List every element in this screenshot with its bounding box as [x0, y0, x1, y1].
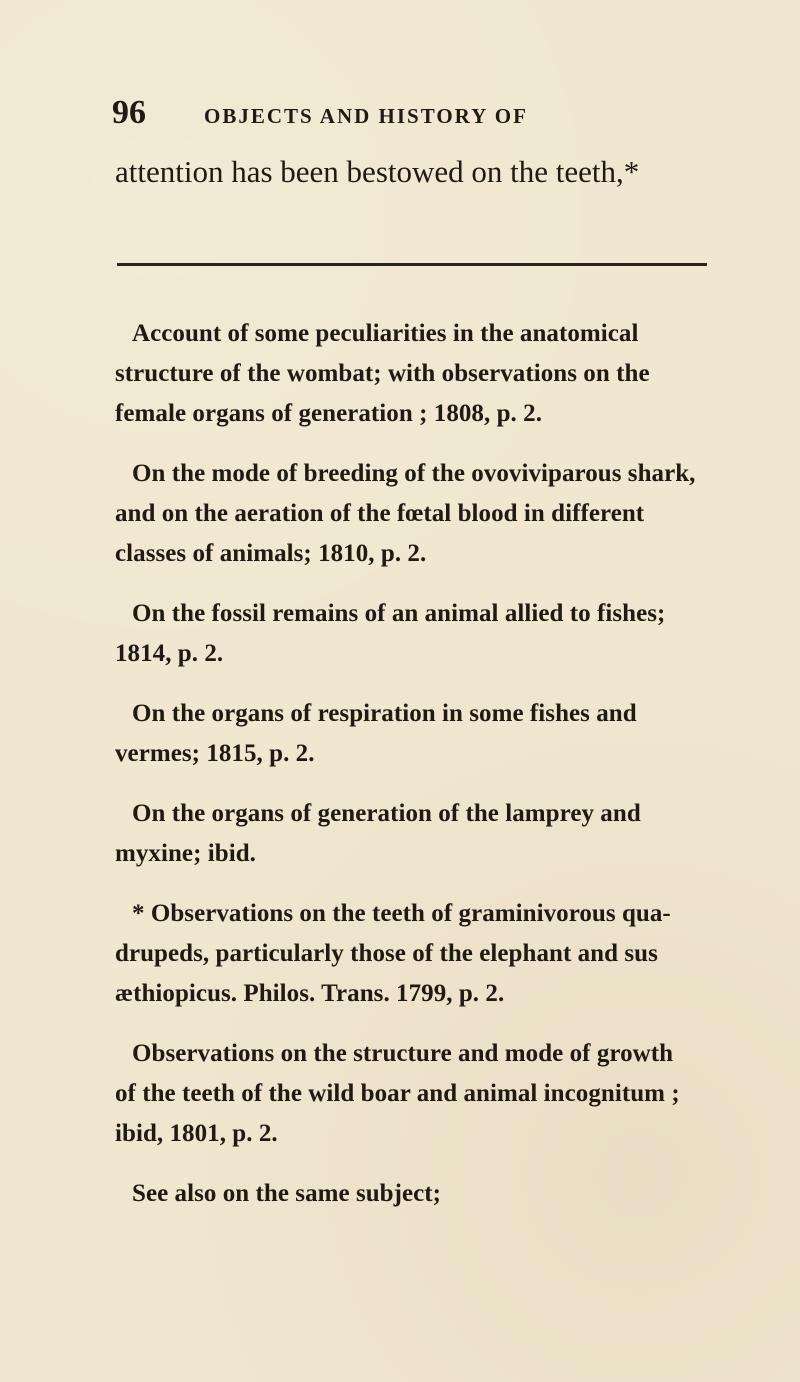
- page-header: [112, 96, 712, 136]
- entry-line: vermes; 1815, p. 2.: [115, 740, 315, 767]
- entry-line: Account of some peculiarities in the anatomical: [132, 320, 639, 347]
- footnote-entry-same-subject: [115, 1174, 725, 1214]
- footnote-entry-wild-boar: [115, 1034, 725, 1154]
- entry-line: On the organs of generation of the lamprey and: [132, 800, 641, 827]
- footnote-line: drupeds, particularly those of the elephant and sus: [115, 940, 658, 967]
- section-divider: [117, 263, 707, 266]
- entry-line: myxine; ibid.: [115, 840, 256, 867]
- entry-line: On the fossil remains of an animal allied to fishes;: [132, 600, 666, 627]
- bibliography-entry-fossil: [115, 594, 725, 674]
- bibliography-entry-wombat: [115, 314, 725, 434]
- footnote-line: See also on the same subject;: [132, 1180, 442, 1207]
- entry-line: female organs of generation ; 1808, p. 2.: [115, 400, 542, 427]
- entry-line: structure of the wombat; with observations on the: [115, 360, 650, 387]
- bibliography-list: [115, 314, 725, 1234]
- footnote-line: æthiopicus. Philos. Trans. 1799, p. 2.: [115, 980, 505, 1007]
- entry-line: and on the aeration of the fœtal blood in different: [115, 500, 645, 527]
- footnote-line: Observations on the structure and mode of growth: [132, 1040, 674, 1067]
- footnote-line: of the teeth of the wild boar and animal incognitum ;: [115, 1080, 680, 1107]
- page-number: 96: [112, 94, 146, 131]
- entry-line: On the organs of respiration in some fishes and: [132, 700, 637, 727]
- running-title: OBJECTS AND HISTORY OF: [204, 104, 528, 128]
- footnote-entry-graminivorous: [115, 894, 725, 1014]
- footnote-line: ibid, 1801, p. 2.: [115, 1120, 278, 1147]
- entry-line: classes of animals; 1810, p. 2.: [115, 540, 427, 567]
- entry-line: On the mode of breeding of the ovoviviparous shark,: [132, 460, 696, 487]
- entry-line: 1814, p. 2.: [115, 640, 224, 667]
- bibliography-entry-respiration: [115, 694, 725, 774]
- footnote-line: * Observations on the teeth of graminivorous qua-: [132, 900, 671, 927]
- bibliography-entry-shark: [115, 454, 725, 574]
- bibliography-entry-lamprey: [115, 794, 725, 874]
- continued-text-line: attention has been bestowed on the teeth,*: [115, 154, 640, 189]
